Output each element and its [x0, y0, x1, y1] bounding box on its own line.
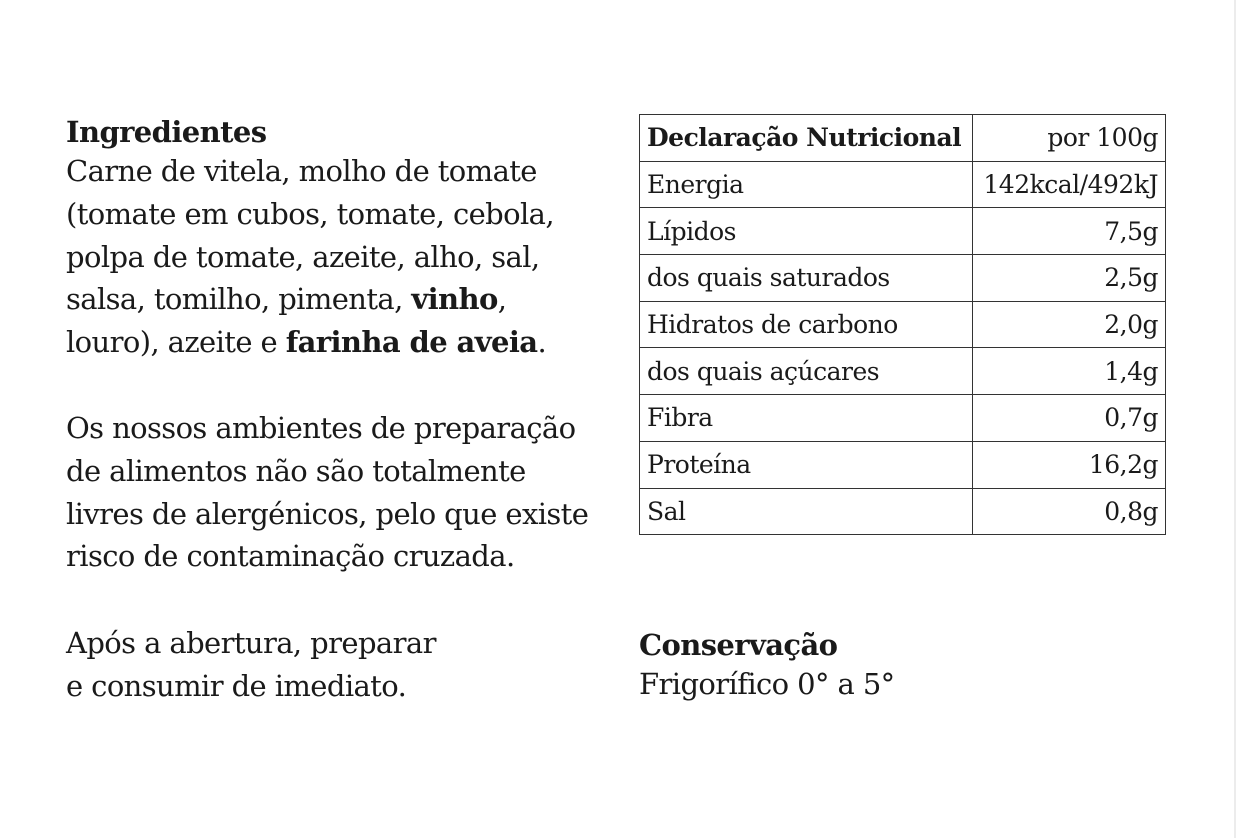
- opening-instructions-line-1: Após a abertura, preparar: [66, 626, 436, 661]
- opening-instructions-line-2: e consumir de imediato.: [66, 668, 407, 703]
- nutrition-value: 1,4g: [973, 348, 1166, 395]
- allergen-wine: vinho: [411, 282, 498, 317]
- allergen-warning-line-2: de alimentos não são totalmente: [66, 453, 526, 488]
- nutrition-value: 142kcal/492kJ: [973, 161, 1166, 208]
- ingredients-line-4-end: ,: [497, 282, 507, 317]
- nutrition-value: 2,0g: [973, 301, 1166, 348]
- nutrition-row-salt: [640, 488, 1166, 535]
- nutrition-header-row: [640, 115, 1166, 162]
- ingredients-heading: Ingredientes: [66, 115, 267, 149]
- ingredients-line-2: (tomate em cubos, tomate, cebola,: [66, 196, 554, 231]
- ingredients-line-1: Carne de vitela, molho de tomate: [66, 154, 537, 188]
- nutrition-label: dos quais saturados: [640, 255, 973, 302]
- nutrition-value: 2,5g: [973, 255, 1166, 302]
- nutrition-header-label: Declaração Nutricional: [640, 115, 973, 162]
- nutrition-label: dos quais açúcares: [640, 348, 973, 395]
- nutrition-row-energy: [640, 161, 1166, 208]
- nutrition-label: Hidratos de carbono: [640, 301, 973, 348]
- ingredients-line-4: [66, 278, 611, 321]
- nutrition-label: Energia: [640, 161, 973, 208]
- allergen-warning-line-1: Os nossos ambientes de preparação: [66, 410, 576, 445]
- nutrition-label: Lípidos: [640, 208, 973, 255]
- nutrition-value: 7,5g: [973, 208, 1166, 255]
- storage-heading: Conservação: [639, 628, 838, 662]
- ingredients-line-4-text: salsa, tomilho, pimenta,: [66, 282, 412, 317]
- nutrition-header-value: por 100g: [973, 115, 1166, 162]
- ingredients-line-5-text: louro), azeite e: [66, 325, 286, 360]
- nutrition-value: 0,7g: [973, 395, 1166, 442]
- nutrition-row-fat: [640, 208, 1166, 255]
- ingredients-line-3: polpa de tomate, azeite, alho, sal,: [66, 239, 540, 274]
- allergen-warning: [66, 407, 611, 578]
- ingredients-line-5: [66, 321, 611, 364]
- nutrition-label: Fibra: [640, 395, 973, 442]
- nutrition-row-protein: [640, 441, 1166, 488]
- storage-section: [639, 627, 895, 706]
- ingredients-line-5-end: .: [537, 325, 547, 360]
- nutrition-row-carbohydrates: [640, 301, 1166, 348]
- ingredients-section: [66, 114, 611, 364]
- nutrition-label: Sal: [640, 488, 973, 535]
- nutrition-row-fibre: [640, 395, 1166, 442]
- opening-instructions: [66, 622, 611, 708]
- nutrition-label: Proteína: [640, 441, 973, 488]
- storage-text: Frigorífico 0° a 5°: [639, 667, 895, 701]
- allergen-warning-line-3: livres de alergénicos, pelo que existe: [66, 496, 589, 531]
- nutrition-table: [639, 114, 1166, 535]
- nutrition-value: 0,8g: [973, 488, 1166, 535]
- nutrition-row-saturates: [640, 255, 1166, 302]
- allergen-oat-flour: farinha de aveia: [285, 325, 538, 360]
- left-column: [66, 114, 611, 708]
- allergen-warning-line-4: risco de contaminação cruzada.: [66, 539, 515, 574]
- nutrition-row-sugars: [640, 348, 1166, 395]
- nutrition-value: 16,2g: [973, 441, 1166, 488]
